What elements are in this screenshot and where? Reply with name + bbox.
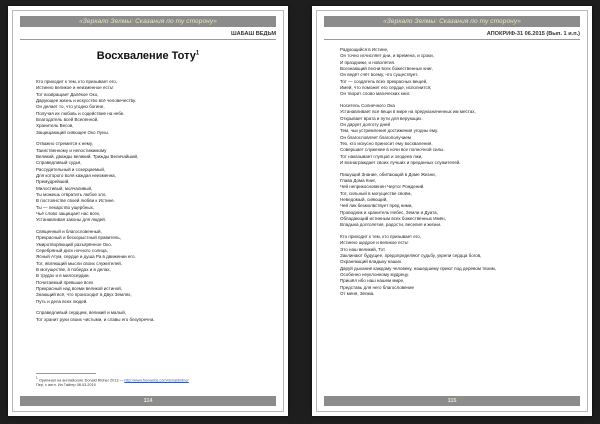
footnote: $^1$ Оригинал на английском: Donald Ridner 2013 — http://www.freewebs.com/donaldridner Пер. с англ. Ин.Тайгер 08.03.2015 [36,373,268,389]
poem-line: Для которого воля каждая неизменна, [36,173,116,178]
poem-line: Защищающий сияющее Око Луны. [36,129,109,135]
running-header: «Зеркало Зелмы: Сказания по ту сторону» [20,16,276,27]
footnote-text: Оригинал на английском: Donald Ridner 2013 — [38,378,124,383]
poem-line: Таинственному и непостижимому [36,147,107,153]
stanza [36,310,268,323]
poem-line: Справедливый судья, [36,160,82,166]
stanza [340,234,572,297]
poem-line: Глава Дома Книг, [340,177,376,183]
left-page [8,6,288,416]
poem-line: Тот наказывает глупцов и злодеев лжи, [340,153,423,159]
poem-line: Чей лик безмолвствует пред ними, [340,203,413,209]
poem-line: Он делает то, что угодно богине, [36,104,105,110]
section-subheader: ШАБАШ ВЕДЬМ [20,30,276,40]
stanza [340,172,572,229]
poem-line: Получая их любовь и содействие на небе. [36,110,125,116]
footnote-link[interactable]: http://www.freewebs.com/donaldridner [124,378,189,383]
stanza [36,141,268,223]
poem-line: Серебряный диск ночного солнца, [36,247,108,253]
poem-line: Особенно неуклонному мудрецу. [340,271,410,277]
poem-line: Тот хранит руки своих чистыми, и славы его безупречна. [36,316,155,322]
poem-line: Знающий всё, что происходит в Двух Землях, [36,292,132,298]
poem-line: В могуществе, в победах и в делах, [36,267,111,272]
poem-line: Священный и благословенный, [36,228,102,234]
poem-line: Чей неприкосновенен Чертог Рождений. [340,184,425,190]
running-header: «Зеркало Зелмы: Сказания по ту сторону» [324,16,580,27]
poem-line: Он точно исчисляет дни, и времена, и сроки, [340,53,434,59]
poem-line: Великий, дважды великий, Трижды Величайший, [36,153,139,159]
stanza [36,79,268,136]
poem-line: Владыка долголетия, радости, веселия и жизни. [340,222,442,228]
poem-line: Открывает врата и пути для верующих. [340,115,423,121]
poem-line: Ясный Атум, сердце и душа Ра в движении его. [36,254,136,260]
poem-line: Он ведёт счёт всему, что существует. [340,72,419,78]
poem-line: Неведомый, сияющий, [340,196,388,202]
poem-line: Отважно стремится к нему, [36,141,93,147]
poem-line: Премудрейший, [36,179,70,185]
poem-line: Тот, являющий мысли своих служителей, [36,260,123,266]
poem-line: Истинно великое и неизменное есть! [36,85,114,91]
title-text: Восхваление Тоту [96,50,196,62]
poem-line: В трудах и в милосердии. [36,273,90,279]
poem-line: Кто приходит к тем, кто призывает его, [36,79,118,84]
stanza [340,103,572,166]
poem-line: Умиротворяющий разъярённое Око. [36,241,112,247]
stanza [340,47,572,98]
poem-line: Имей, что поможет его сердце, исполнится; [340,85,432,91]
poem-line: В постоянстве своей любви к Истине. [36,198,115,204]
poem-line: Он дарует долготу дней [340,121,391,127]
poem-line: Тот, сильный в могуществе своём, [340,190,412,196]
poem-line: Рассудительный и созерцаемый, [36,166,106,172]
poem-line: Прекрасный над всеми великой истиной, [36,286,122,292]
poem-line: Тот возвращает Далёкое Око, [36,91,99,97]
poem-line: Представь для него благословение [340,284,415,290]
poem-body [36,79,268,328]
poem-line: Устанавливая законы для людей. [36,217,107,223]
right-page [312,6,592,416]
poem-line: Радующийся в Истине, [340,47,389,52]
poem-line: И праздники, и новолетия. [340,59,396,65]
poem-line: Пишущий Знание, обитающий в Доме Жизни, [340,171,436,177]
poem-line: Заклинают будущее, предопределяют судьбу, укрепи сердца богов, [340,252,482,258]
poem-line: Прекрасный и бескорыстный правитель, [36,235,121,241]
poem-line: От меня, Зелма. [340,290,375,296]
poem-line: Проводник и хранитель Небес, Земли и Дуата, [340,209,438,215]
poem-line: Хранитель Весов, [36,123,74,129]
poem-line: Ты — лекарство ущербных, [36,204,95,210]
poem-body [340,47,572,302]
poem-line: Охраняющий владыку наших. [340,259,403,265]
poem-line: Благодатель всей Вселенной, [36,117,99,123]
poem-line: Устанавливает все вещи в мире на предназначенных им местах, [340,109,476,115]
poem-line: Кто приходит к тем, кто призывает его, [340,233,422,239]
footnote-translation: Пер. с англ. Ин.Тайгер 08.03.2015 [36,383,96,388]
stanza [36,229,268,305]
poem-line: Тот — создатель всех прекрасных вещей, [340,78,428,84]
poem-line: Чьё слово защищает нас всех, [36,211,101,217]
poem-line: Это наш великий, Тот. [340,246,386,252]
poem-line: Обладающий истинным всех божественных Имён, [340,215,446,221]
footnote-mark: 1 [195,50,200,57]
poem-line: Носитель Солнечного Ока [340,102,395,108]
poem-line: Он благословляет благополучием [340,134,411,140]
page-number: 114 [20,396,276,406]
poem-line: Даруй дыхание каждому человеку, нашедшему приют под деревом твоим, [340,265,496,271]
poem-line: Пришёл ибо наш нашем мире, [340,278,405,284]
poem-line: Ты можешь отвратить любое зло, [36,192,107,198]
poem-line: Тем, чьи устремления достижения угодны ему. [340,128,439,134]
section-subheader: АПОКРИФ-31 06.2015 (Вып. 1 и.п.) [324,30,580,40]
poem-line: Он творит слово магических книг. [340,91,411,97]
poem-line: Дарующее жизнь и искусство всё человечеству. [36,98,137,104]
poem-line: Совершает служение в ночи все полночной силы. [340,147,445,153]
poem-line: Тех, кто искусно приносит ему восхваления, [340,141,433,146]
footnote-divider [36,373,96,374]
poem-line: Истинно щедрое и великое есть! [340,240,409,246]
poem-line: Справедливый сердцем, великий и малый, [36,310,127,316]
page-number: 115 [324,396,580,406]
poem-line: Милостивый, молчаливый, [36,185,93,191]
poem-line: Почитаемый превыше всех [36,279,94,285]
page-title [8,50,288,62]
poem-line: И вознаграждает своих лучших и преданных служителей. [340,160,461,166]
poem-line: Путь и дела всех людей. [36,298,88,304]
poem-line: Всезнающий песни всех божественных книг, [340,66,433,72]
